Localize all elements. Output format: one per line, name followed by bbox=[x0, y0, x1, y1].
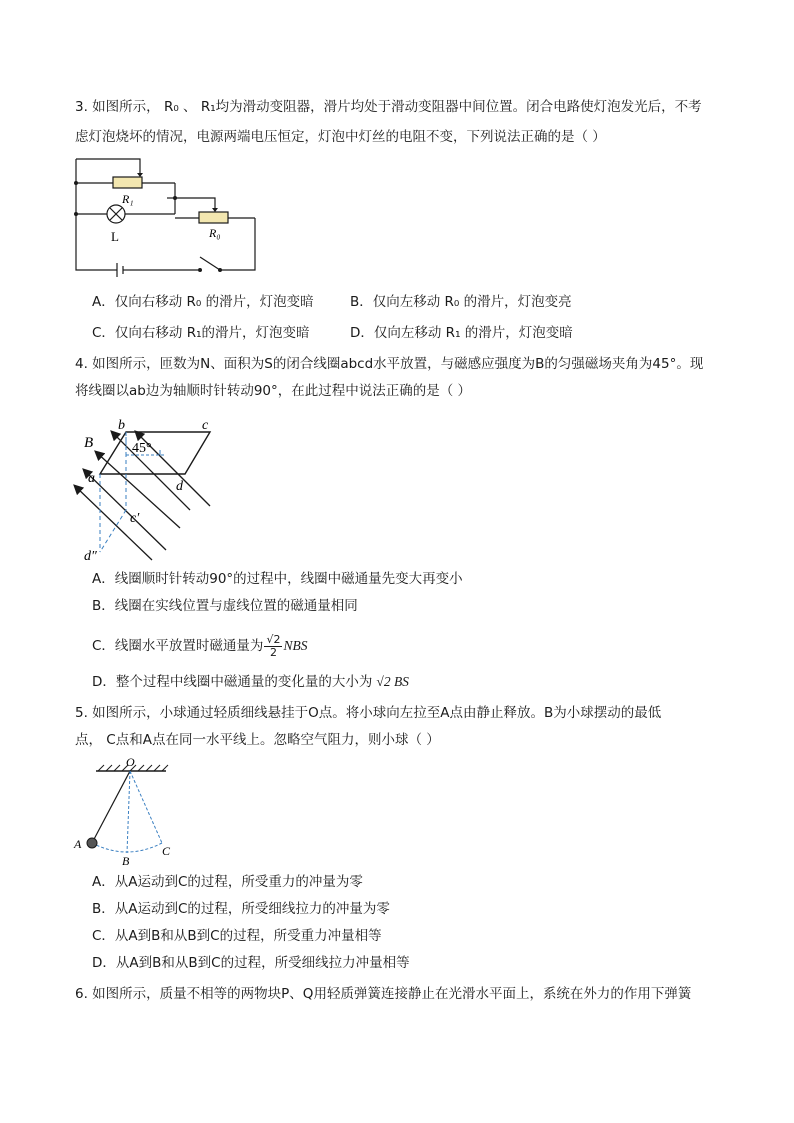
fraction bbox=[264, 634, 282, 659]
label-o: O bbox=[126, 757, 135, 769]
q4-stem-line1: 4. 如图所示，匝数为N、面积为S的闭合线圈abcd水平放置，与磁感应强度为B的匀强磁场夹角为45°。现 bbox=[75, 356, 704, 372]
q3-option-a: A．仅向右移动 R₀ 的滑片，灯泡变暗 bbox=[92, 294, 314, 310]
label-vertex-b: b bbox=[118, 418, 125, 433]
label-a: A bbox=[74, 837, 82, 851]
q5-stem-line2: 点， C点和A点在同一水平线上。忽略空气阻力，则小球（ ） bbox=[75, 732, 440, 748]
q4-option-c-suffix: NBS bbox=[283, 638, 308, 653]
q6-stem-line1: 6. 如图所示，质量不相等的两物块P、Q用轻质弹簧连接静止在光滑水平面上，系统在外力的作用下弹簧 bbox=[75, 986, 692, 1002]
label-r0: R₀ bbox=[209, 226, 221, 240]
q3-stem-line2: 虑灯泡烧坏的情况，电源两端电压恒定，灯泡中灯丝的电阻不变，下列说法正确的是（ ） bbox=[75, 129, 606, 145]
label-vertex-d: d bbox=[176, 479, 183, 494]
q4-option-d bbox=[92, 672, 409, 692]
q3-option-d: D．仅向左移动 R₁ 的滑片，灯泡变暗 bbox=[350, 325, 573, 341]
label-r1: R₁ bbox=[122, 192, 134, 206]
q5-option-d: D．从A到B和从B到C的过程，所受细线拉力冲量相等 bbox=[92, 955, 410, 971]
fraction-numerator: √2 bbox=[266, 632, 281, 646]
q4-option-c-prefix: C．线圈水平放置时磁通量为 bbox=[92, 638, 264, 654]
q3-circuit-diagram bbox=[70, 155, 265, 280]
q4-option-a: A．线圈顺时针转动90°的过程中，线圈中磁通量先变大再变小 bbox=[92, 571, 463, 587]
q5-option-a: A．从A运动到C的过程，所受重力的冲量为零 bbox=[92, 874, 363, 890]
label-d-double-prime: d″ bbox=[84, 549, 97, 564]
fraction-denominator: 2 bbox=[269, 645, 277, 659]
label-c: C bbox=[162, 844, 171, 858]
label-vertex-c: c bbox=[202, 418, 209, 433]
q5-option-c: C．从A到B和从B到C的过程，所受重力冲量相等 bbox=[92, 928, 382, 944]
q5-stem-line1: 5. 如图所示，小球通过轻质细线悬挂于O点。将小球向左拉至A点由静止释放。B为小球摆动的最低 bbox=[75, 705, 662, 721]
q3-option-c: C．仅向右移动 R₁的滑片，灯泡变暗 bbox=[92, 325, 310, 341]
q3-stem-line1: 3. 如图所示， R₀ 、 R₁均为滑动变阻器，滑片均处于滑动变阻器中间位置。闭合电路使灯泡发光后，不考 bbox=[75, 99, 702, 115]
label-vertex-a: a bbox=[88, 471, 95, 486]
q4-option-d-prefix: D．整个过程中线圈中磁通量的变化量的大小为 bbox=[92, 674, 373, 690]
pendulum-ball bbox=[87, 838, 97, 848]
q5-pendulum-diagram bbox=[70, 757, 190, 867]
q4-coil-diagram bbox=[70, 410, 230, 570]
q4-stem-line2: 将线圈以ab边为轴顺时针转动90°，在此过程中说法正确的是（ ） bbox=[75, 383, 472, 399]
q5-option-b: B．从A运动到C的过程，所受细线拉力的冲量为零 bbox=[92, 901, 390, 917]
label-c-prime: c′ bbox=[130, 511, 140, 526]
q4-option-b: B．线圈在实线位置与虚线位置的磁通量相同 bbox=[92, 598, 358, 614]
label-bulb: L bbox=[111, 229, 119, 244]
label-b: B bbox=[122, 854, 130, 867]
q3-option-b: B．仅向左移动 R₀ 的滑片，灯泡变亮 bbox=[350, 294, 572, 310]
q4-option-c bbox=[92, 626, 307, 666]
label-angle: 45° bbox=[132, 441, 152, 456]
r0-rheostat bbox=[199, 212, 228, 223]
r1-rheostat bbox=[113, 177, 142, 188]
q4-option-d-value: √2 BS bbox=[376, 674, 409, 689]
label-field-b: B bbox=[84, 435, 94, 451]
